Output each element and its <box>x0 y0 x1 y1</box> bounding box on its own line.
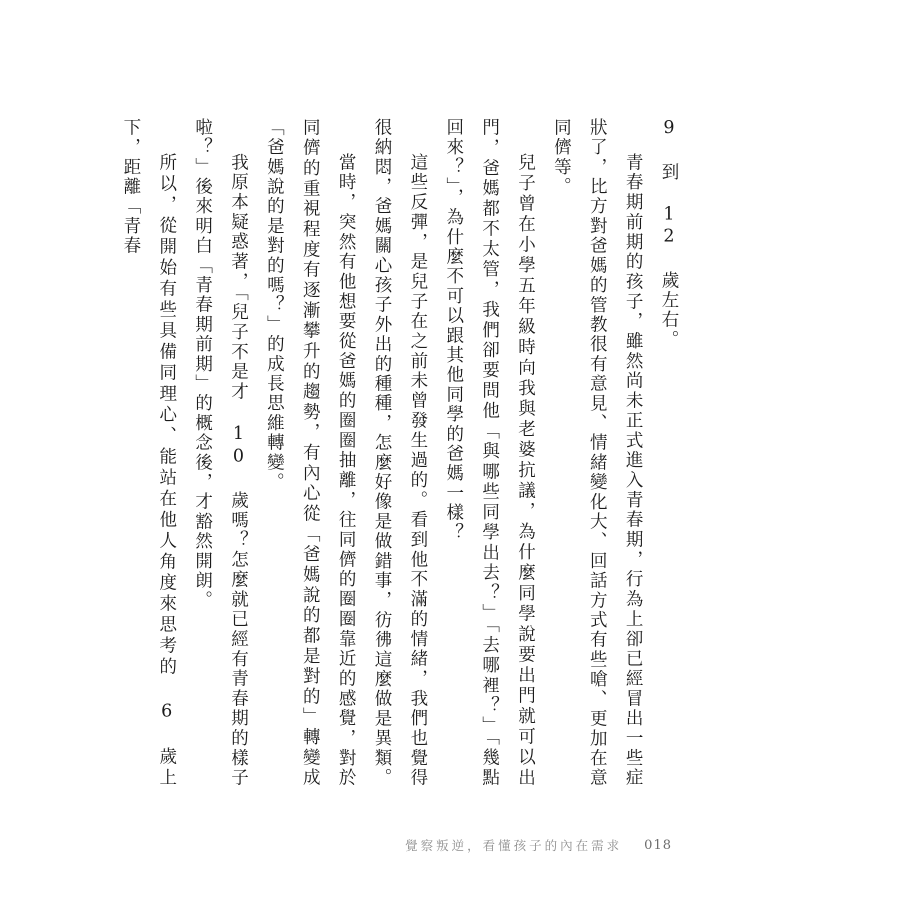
paragraph: 當時，突然有他想要從爸媽的圈圈抽離，往同儕的圈圈靠近的感覺，對於同儕的重視程度有逐漸攀升的趨勢，有內心從「爸媽說的都是對的」轉變成「爸媽說的是對的嗎？」的成長思維轉變。 <box>264 118 357 788</box>
footer-book-title: 覺察叛逆，看懂孩子的內在需求 <box>405 838 623 853</box>
page-number: 018 <box>644 837 672 853</box>
paragraph: 9 到 12 歲左右。 <box>659 118 679 350</box>
paragraph: 所以，從開始有些具備同理心、能站在他人角度來思考的 6 歲上下，距離「青春 <box>120 118 177 788</box>
paragraph: 兒子曾在小學五年級時向我與老婆抗議，為什麼同學說要出門就可以出門，爸媽都不太管，我們卻要問他「與哪些同學出去？」「去哪裡？」「幾點回來？」，為什麼不可以跟其他同學的爸媽一樣？ <box>443 118 536 788</box>
paragraph: 青春期前期的孩子，雖然尚未正式進入青春期，行為上卻已經冒出一些症狀了，比方對爸媽的管教很有意見、情緒變化大、回話方式有些嗆、更加在意同儕等。 <box>551 118 644 788</box>
paragraph: 我原本疑惑著，「兒子不是才 10 歲嗎？怎麼就已經有青春期的樣子啦？」後來明白「青春期前期」的概念後，才豁然開朗。 <box>192 118 249 788</box>
page-footer <box>0 836 900 854</box>
page-body-text <box>120 118 686 788</box>
paragraph: 這些反彈，是兒子在之前未曾發生過的。看到他不滿的情緒，我們也覺得很納悶，爸媽關心孩子外出的種種，怎麼好像是做錯事，彷彿這麼做是異類。 <box>372 118 428 788</box>
